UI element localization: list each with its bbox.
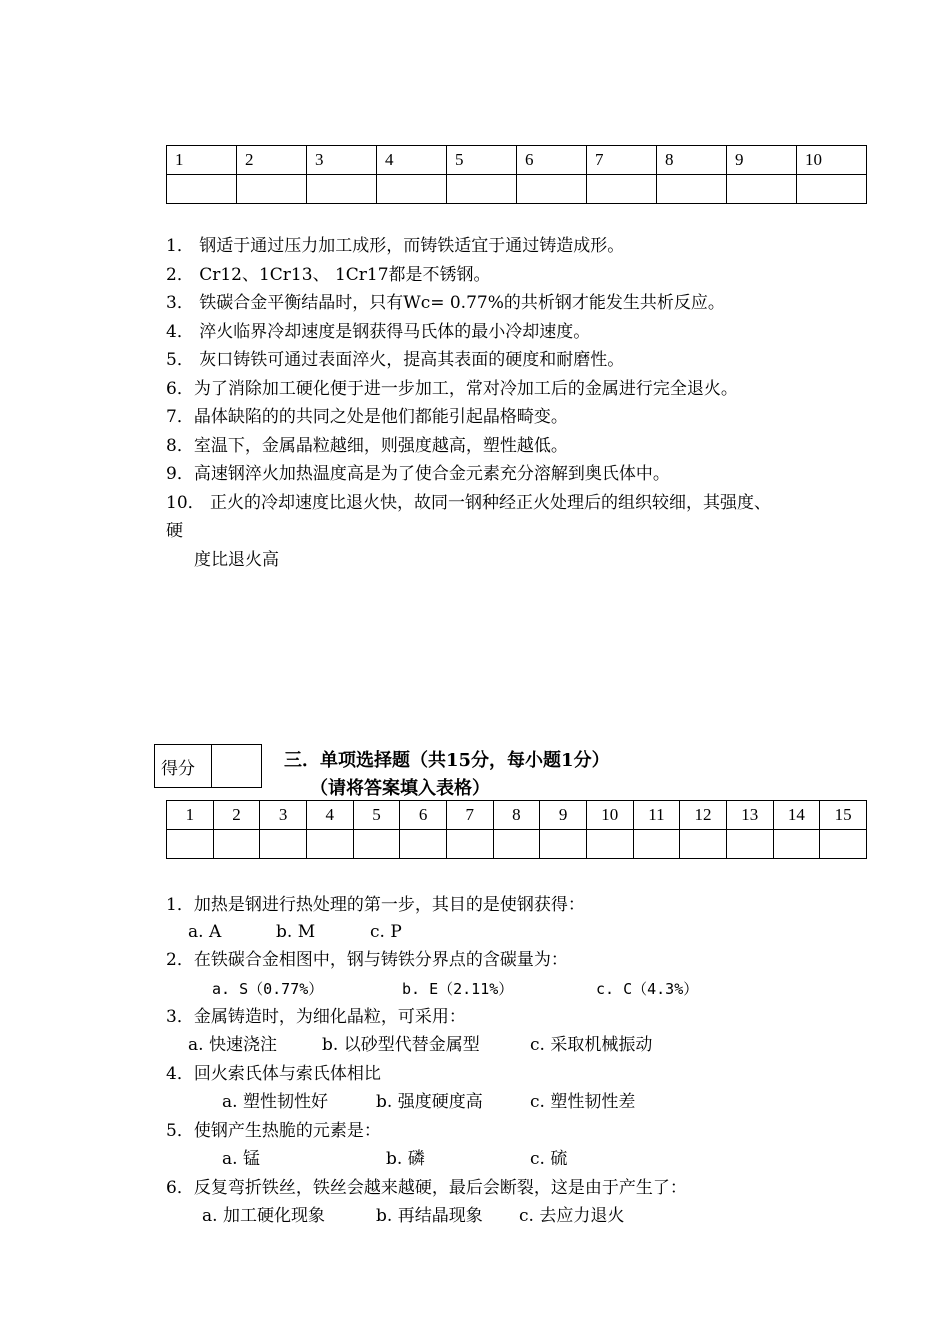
mc-option: c. C（4.3%） (596, 980, 699, 998)
mc-number-cell: 8 (493, 801, 540, 830)
mc-option: b. 强度硬度高 (376, 1092, 483, 1112)
mc-answer-cell[interactable] (306, 830, 353, 859)
tf-answer-cell[interactable] (167, 175, 237, 204)
tf-number-cell: 2 (237, 146, 307, 175)
tf-question: 3． 铁碳合金平衡结晶时，只有Wc= 0.77%的共析钢才能发生共析反应。 (166, 293, 725, 313)
section-title: 三．单项选择题（共15分，每小题1分） (284, 750, 610, 771)
score-label: 得分 (155, 745, 212, 788)
tf-answer-row (167, 175, 867, 204)
tf-question: 4． 淬火临界冷却速度是钢获得马氏体的最小冷却速度。 (166, 322, 591, 342)
tf-answer-cell[interactable] (237, 175, 307, 204)
tf-number-cell: 4 (377, 146, 447, 175)
mc-question-stem: 4．回火索氏体与索氏体相比 (166, 1064, 381, 1084)
mc-option: a. S（0.77%） (212, 980, 324, 998)
mc-option: a. 加工硬化现象 (202, 1206, 325, 1226)
mc-number-cell: 3 (260, 801, 307, 830)
mc-option: b. 以砂型代替金属型 (322, 1035, 480, 1055)
tf-number-cell: 8 (657, 146, 727, 175)
tf-number-cell: 9 (727, 146, 797, 175)
mc-answer-cell[interactable] (213, 830, 260, 859)
mc-answer-cell[interactable] (586, 830, 633, 859)
tf-question-wrap: 硬 (166, 521, 183, 541)
mc-number-cell: 14 (773, 801, 820, 830)
tf-answer-cell[interactable] (517, 175, 587, 204)
mc-answer-row (167, 830, 867, 859)
score-box (154, 744, 262, 788)
mc-number-cell: 6 (400, 801, 447, 830)
mc-option: b. E（2.11%） (402, 980, 514, 998)
tf-answer-cell[interactable] (377, 175, 447, 204)
mc-answer-cell[interactable] (726, 830, 773, 859)
mc-answer-cell[interactable] (773, 830, 820, 859)
mc-question-stem: 6．反复弯折铁丝，铁丝会越来越硬，最后会断裂，这是由于产生了： (166, 1178, 687, 1198)
tf-number-cell: 6 (517, 146, 587, 175)
mc-number-cell: 1 (167, 801, 214, 830)
mc-option: c. P (370, 922, 402, 942)
mc-answer-cell[interactable] (446, 830, 493, 859)
tf-question: 8．室温下，金属晶粒越细，则强度越高，塑性越低。 (166, 436, 568, 456)
mc-answer-cell[interactable] (493, 830, 540, 859)
mc-number-cell: 11 (633, 801, 680, 830)
tf-answer-cell[interactable] (307, 175, 377, 204)
tf-number-cell: 1 (167, 146, 237, 175)
tf-answer-cell[interactable] (727, 175, 797, 204)
mc-number-cell: 10 (586, 801, 633, 830)
mc-answer-cell[interactable] (400, 830, 447, 859)
mc-option: b. 磷 (386, 1149, 425, 1169)
mc-number-cell: 12 (680, 801, 727, 830)
mc-answer-cell[interactable] (540, 830, 587, 859)
mc-answer-cell[interactable] (167, 830, 214, 859)
tf-number-row (167, 146, 867, 175)
tf-answer-cell[interactable] (797, 175, 867, 204)
tf-number-cell: 10 (797, 146, 867, 175)
tf-number-cell: 7 (587, 146, 657, 175)
tf-number-cell: 5 (447, 146, 517, 175)
mc-question-stem: 1．加热是钢进行热处理的第一步，其目的是使钢获得： (166, 895, 585, 915)
mc-option: a. 锰 (222, 1149, 260, 1169)
mc-option: c. 去应力退火 (519, 1206, 625, 1226)
mc-number-cell: 5 (353, 801, 400, 830)
mc-question-stem: 3．金属铸造时，为细化晶粒，可采用： (166, 1007, 466, 1027)
mc-number-row (167, 801, 867, 830)
mc-option: b. M (276, 922, 316, 942)
tf-question: 9．高速钢淬火加热温度高是为了使合金元素充分溶解到奥氏体中。 (166, 464, 670, 484)
score-field[interactable] (212, 745, 262, 788)
tf-answer-cell[interactable] (587, 175, 657, 204)
mc-answer-cell[interactable] (820, 830, 867, 859)
mc-option: a. 快速浇注 (188, 1035, 277, 1055)
tf-answer-cell[interactable] (657, 175, 727, 204)
mc-number-cell: 15 (820, 801, 867, 830)
tf-answer-cell[interactable] (447, 175, 517, 204)
tf-question: 5． 灰口铸铁可通过表面淬火，提高其表面的硬度和耐磨性。 (166, 350, 625, 370)
mc-option: c. 塑性韧性差 (530, 1092, 636, 1112)
mc-answer-cell[interactable] (260, 830, 307, 859)
mc-option: a. 塑性韧性好 (222, 1092, 328, 1112)
tf-question: 1． 钢适于通过压力加工成形，而铸铁适宜于通过铸造成形。 (166, 236, 625, 256)
tf-number-cell: 3 (307, 146, 377, 175)
mc-option: a. A (188, 922, 222, 942)
tf-question: 7．晶体缺陷的的共同之处是他们都能引起晶格畸变。 (166, 407, 568, 427)
mc-question-stem: 2．在铁碳合金相图中，钢与铸铁分界点的含碳量为： (166, 950, 568, 970)
tf-answer-table (166, 145, 867, 204)
mc-answer-table (166, 800, 867, 859)
section-subtitle: （请将答案填入表格） (310, 778, 490, 799)
tf-question-continuation: 度比退火高 (194, 550, 279, 570)
mc-option: b. 再结晶现象 (376, 1206, 483, 1226)
tf-question: 2． Cr12、1Cr13、 1Cr17都是不锈钢。 (166, 265, 491, 285)
mc-option: c. 硫 (530, 1149, 568, 1169)
mc-number-cell: 13 (726, 801, 773, 830)
mc-answer-cell[interactable] (353, 830, 400, 859)
mc-number-cell: 2 (213, 801, 260, 830)
mc-number-cell: 7 (446, 801, 493, 830)
tf-question: 10． 正火的冷却速度比退火快，故同一钢种经正火处理后的组织较细，其强度、 (166, 493, 772, 513)
mc-number-cell: 4 (306, 801, 353, 830)
mc-answer-cell[interactable] (680, 830, 727, 859)
mc-answer-cell[interactable] (633, 830, 680, 859)
mc-question-stem: 5．使钢产生热脆的元素是： (166, 1121, 381, 1141)
mc-option: c. 采取机械振动 (530, 1035, 653, 1055)
mc-number-cell: 9 (540, 801, 587, 830)
tf-question: 6．为了消除加工硬化便于进一步加工，常对冷加工后的金属进行完全退火。 (166, 379, 738, 399)
